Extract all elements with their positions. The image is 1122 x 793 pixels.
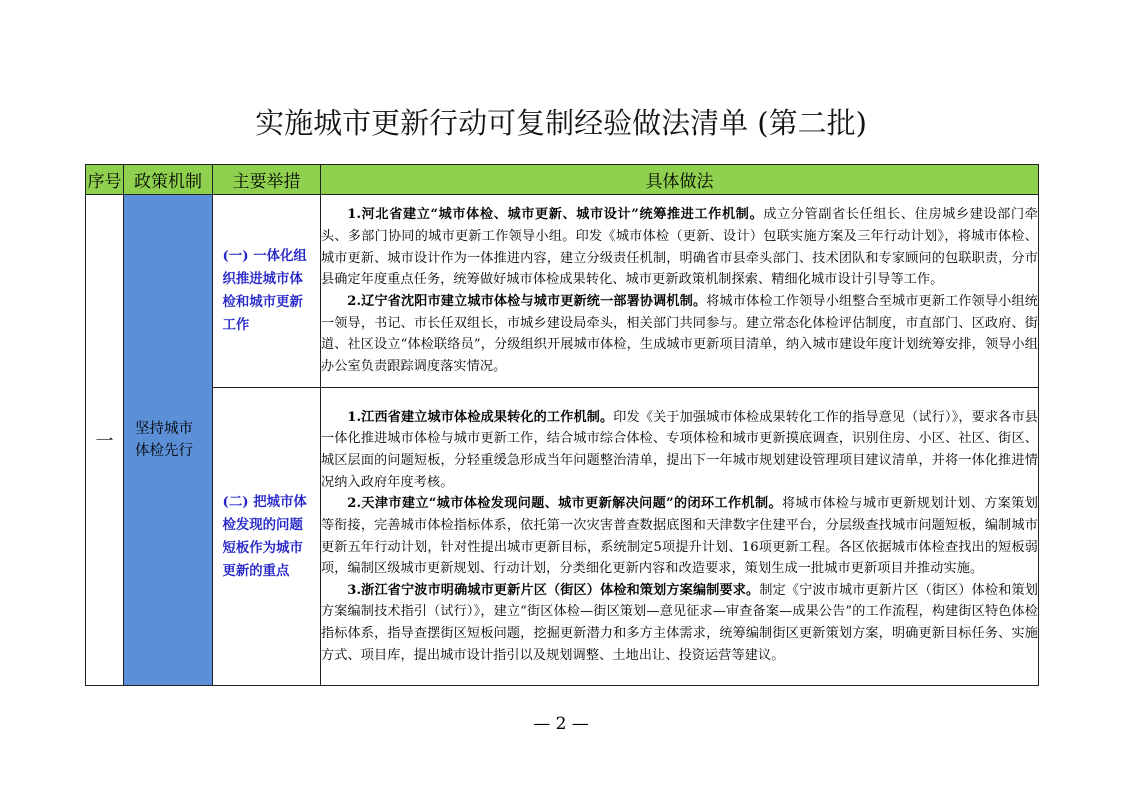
practice-paragraph: [321, 291, 1038, 378]
practice-paragraph: [321, 493, 1038, 580]
policy-cell: [124, 195, 213, 686]
practice-heading: 2.辽宁省沈阳市建立城市体检与城市更新统一部署协调机制。: [347, 294, 707, 309]
measure-label: (一) 一体化组织推进城市体检和城市更新工作: [222, 248, 307, 333]
table-row: [86, 388, 1039, 686]
practice-heading: 1.河北省建立“城市体检、城市更新、城市设计”统筹推进工作机制。: [347, 207, 764, 223]
table-row: [86, 195, 1039, 388]
practice-heading: 1.江西省建立城市体检成果转化的工作机制。: [347, 409, 614, 425]
policy-label: 坚持城市体检先行: [135, 421, 193, 459]
header-practice: 具体做法: [321, 165, 1039, 195]
table-header-row: [86, 165, 1039, 195]
practice-paragraph: [321, 580, 1038, 667]
practice-cell: [321, 388, 1039, 686]
document-title: 实施城市更新行动可复制经验做法清单 (第二批): [255, 106, 867, 140]
practice-cell: [321, 195, 1039, 388]
practice-paragraph: [321, 204, 1038, 291]
measure-label: (二) 把城市体检发现的问题短板作为城市更新的重点: [222, 493, 307, 579]
practice-heading: 2.天津市建立“城市体检发现问题、城市更新解决问题”的闭环工作机制。: [347, 496, 782, 512]
practice-body: 将城市体检与城市更新规划计划、方案策划等衔接，完善城市体检指标体系，依托第一次灾害普查数据底图和天津数字住建平台，分层级查找城市问题短板，编制城市更新五年行动计划，针对性提出城市更新目标，系统制定5项提升计划、16项更新工程。各区依据城市体检查找出的短板弱项，编制区级城市更新规划、行动计划，分类细化更新内容和改造要求，策划生成一批城市更新项目并推动实施。: [321, 496, 1038, 577]
seq-cell: 一: [86, 195, 124, 686]
measure-cell: [213, 195, 321, 388]
practice-body: 制定《宁波市城市更新片区（街区）体检和策划方案编制技术指引（试行）》，建立“街区体检—街区策划—意见征求—审查备案—成果公告”的工作流程，构建街区特色体检指标体系，指导查摆街区短板问题，挖掘更新潜力和多方主体需求，统筹编制街区更新策划方案，明确更新目标任务、实施方式、项目库，提出城市设计指引以及规划调整、土地出让、投资运营等建议。: [321, 582, 1038, 663]
practice-body: 印发《关于加强城市体检成果转化工作的指导意见（试行）》，要求各市县一体化推进城市体检与城市更新工作，结合城市综合体检、专项体检和城市更新摸底调查，识别住房、小区、社区、街区、城区层面的问题短板，分轻重缓急形成当年问题整治清单，提出下一年城市规划建设管理项目建议清单，并将一体化推进情况纳入政府年度考核。: [321, 409, 1038, 490]
measures-table: [85, 164, 1039, 686]
practice-paragraph: [321, 407, 1038, 494]
page-number: — 2 —: [533, 714, 589, 734]
header-seq: 序号: [86, 165, 124, 195]
measure-cell: [213, 388, 321, 686]
header-measure: 主要举措: [213, 165, 321, 195]
practice-body: 成立分管副省长任组长、住房城乡建设部门牵头、多部门协同的城市更新工作领导小组。印发《城市体检（更新、设计）包联实施方案及三年行动计划》，将城市体检、城市更新、城市设计作为一体推进内容，建立分级责任机制，明确省市县牵头部门、技术团队和专家顾问的包联职责，分市县确定年度重点任务，统筹做好城市体检成果转化、城市更新政策机制探索、精细化城市设计引导等工作。: [321, 207, 1038, 288]
header-policy: 政策机制: [124, 165, 213, 195]
practice-heading: 3.浙江省宁波市明确城市更新片区（街区）体检和策划方案编制要求。: [347, 582, 760, 598]
practice-body: 将城市体检工作领导小组整合至城市更新工作领导小组统一领导，书记、市长任双组长，市城乡建设局牵头，相关部门共同参与。建立常态化体检评估制度，市直部门、区政府、街道、社区设立“体检联络员”，分级组织开展城市体检，生成城市更新项目清单，纳入城市建设年度计划统筹安排，领导小组办公室负责跟踪调度落实情况。: [321, 294, 1039, 374]
